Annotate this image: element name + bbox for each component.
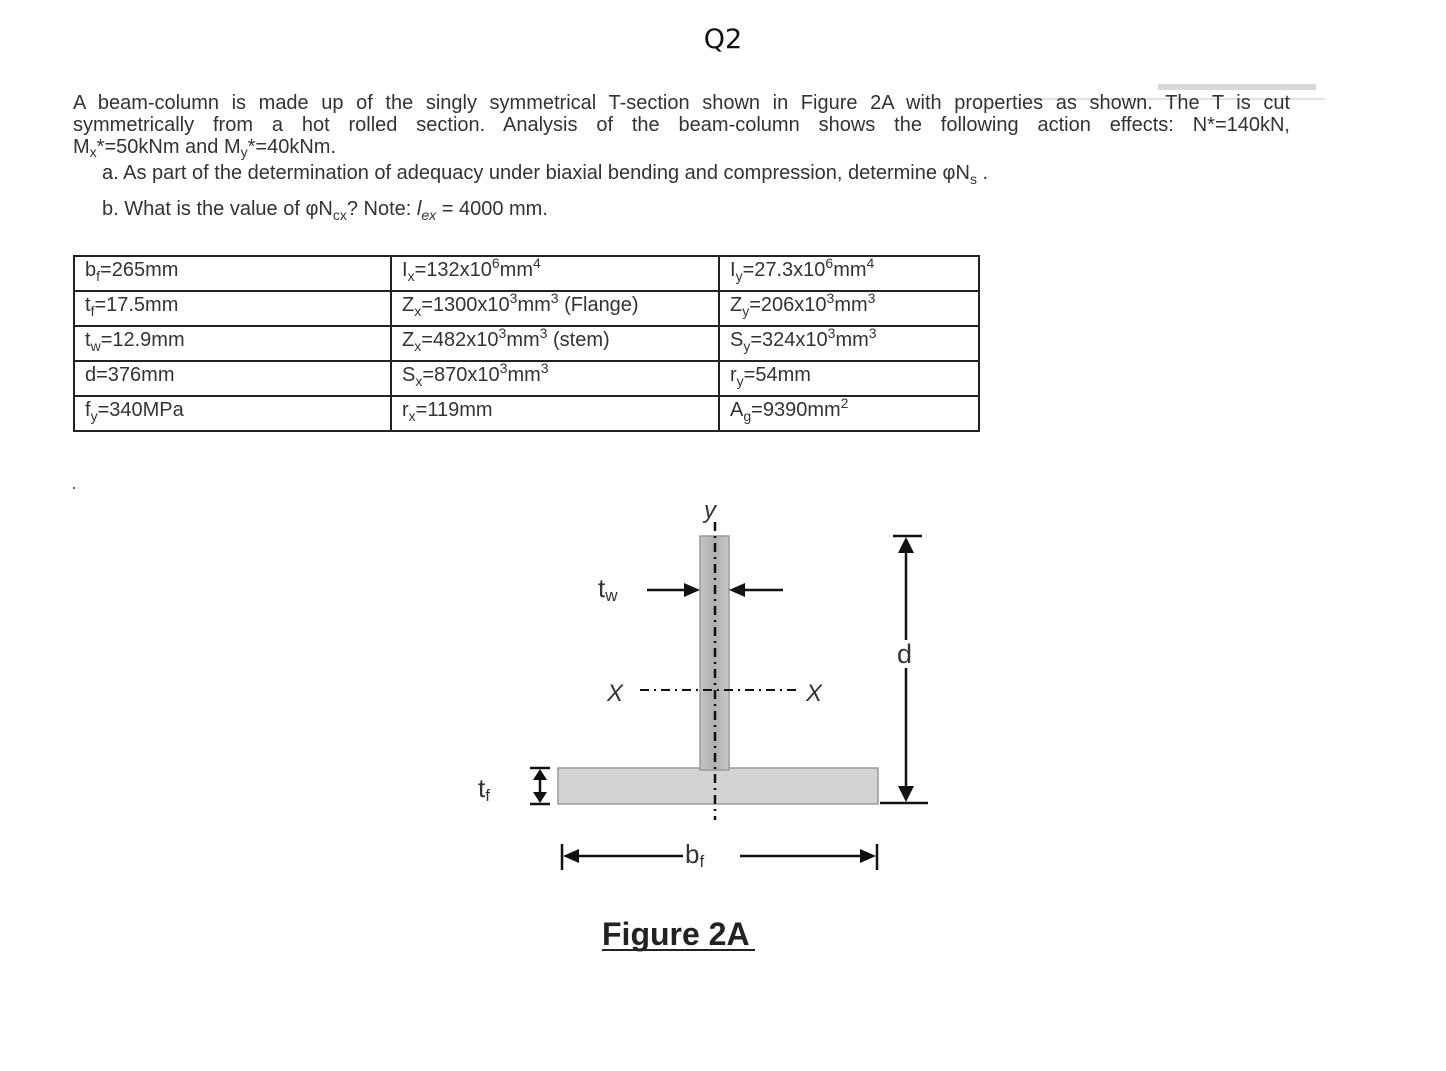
cell-bf: $b_f=265mm$: [74, 256, 391, 291]
tw-arrowhead-left: [684, 583, 700, 597]
question-b: b. What is the value of $\varphi N_{cx}$? Note: $l_{ex} = 4000$ mm.: [102, 198, 548, 223]
cell-sy: $S_y=324x10^3mm^3$: [719, 326, 979, 361]
statement-line-1: A beam-column is made up of the singly symmetrical T-section shown in Figure 2A with properties as shown. The T is cut: [73, 92, 1290, 114]
tf-arrowhead-bottom: [533, 792, 547, 803]
bf-arrowhead-right: [860, 849, 876, 863]
bf-label: bf: [685, 839, 705, 871]
tw-arrowhead-right: [729, 583, 745, 597]
cell-zx-stem: $Z_x=482x10^3mm^3$ (stem): [391, 326, 719, 361]
d-arrowhead-top: [898, 537, 914, 553]
cell-rx: $r_x=119mm$: [391, 396, 719, 431]
cell-tf: $t_f=17.5mm$: [74, 291, 391, 326]
tf-arrowhead-top: [533, 769, 547, 780]
x-axis-label-right: X: [806, 680, 823, 707]
x-axis-label-left: X: [607, 680, 624, 707]
question-a: a. As part of the determination of adequacy under biaxial bending and compression, determine $\varphi N_s$ .: [102, 162, 989, 187]
cell-zy: $Z_y=206x10^3mm^3$: [719, 291, 979, 326]
cell-zx-flange: $Z_x=1300x10^3mm^3$ (Flange): [391, 291, 719, 326]
y-axis-label: y: [704, 497, 716, 524]
cell-ix: $I_x=132x10^6mm^4$: [391, 256, 719, 291]
flange: [558, 768, 878, 804]
d-arrowhead-bottom: [898, 786, 914, 802]
cell-ry: $r_y=54mm$: [719, 361, 979, 396]
cell-d: d=376mm: [74, 361, 391, 396]
cell-ag: $A_g=9390mm^2$: [719, 396, 979, 431]
cell-fy: $f_y=340MPa$: [74, 396, 391, 431]
bf-arrowhead-left: [563, 849, 579, 863]
cell-tw: $t_w=12.9mm$: [74, 326, 391, 361]
cell-sx: $S_x=870x10^3mm^3$: [391, 361, 719, 396]
tf-label: tf: [478, 773, 490, 805]
statement-line-2: symmetrically from a hot rolled section. Analysis of the beam-column shows the following action effects: N*=140kN,: [73, 114, 1290, 136]
question-title: Q2: [703, 24, 743, 55]
cell-iy: $I_y=27.3x10^6mm^4$: [719, 256, 979, 291]
d-label: d: [897, 639, 913, 669]
statement-line-3: $M_x*=50kNm$ and $M_y*=40kNm$.: [73, 136, 337, 160]
tw-label: tw: [598, 573, 618, 605]
figure-caption: Figure 2A: [602, 916, 750, 952]
